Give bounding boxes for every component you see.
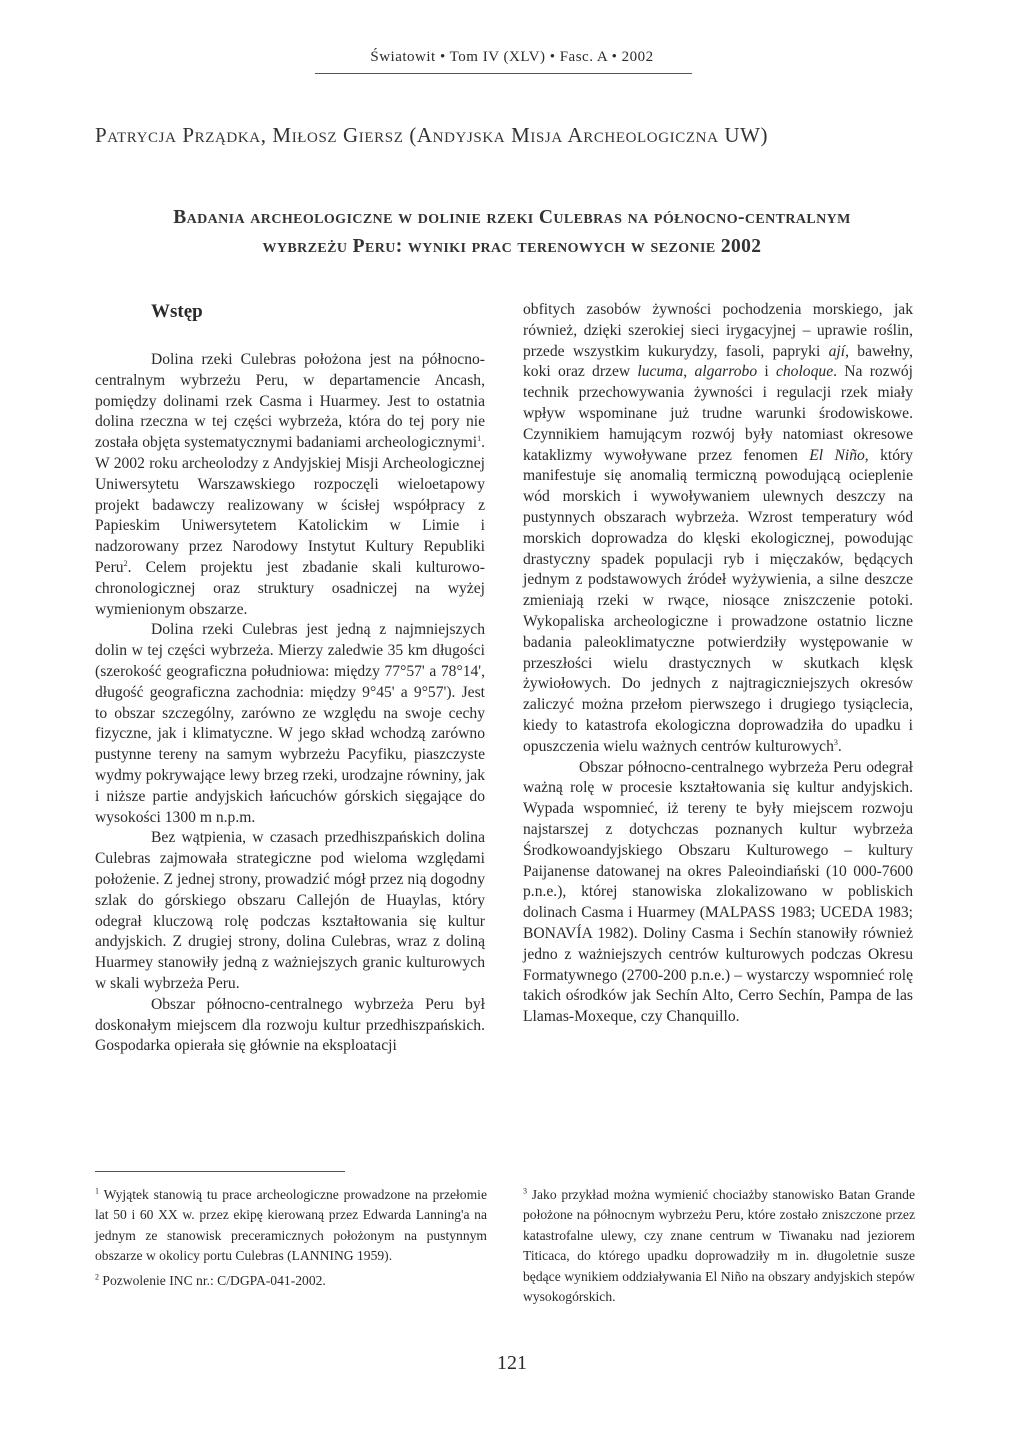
paragraph: Bez wątpienia, w czasach przedhiszpańskich dolina Culebras zajmowała strategiczne pod wieloma względami położenie. Z jednej strony, prowadzić mógł przez nią dogodny szlak do górskiego obszaru Callejón de Huaylas, który odegrał kluczową rolę podczas kształtowania się kultur andyjskich. Z drugiej strony, dolina Culebras, wraz z doliną Huarmey stanowiły jedną z ważniejszych granic kulturowych w skali wybrzeża Peru.	[95, 829, 485, 992]
paragraph	[95, 350, 485, 620]
text: , który manifestuje się anomalią termiczną powodującą ocieplenie wód morskich i wywoływaniem ulewnych deszczy na pustynnych obszarach wybrzeża. Wzrost temperatury wód morskich doprowadza do klęski ekologicznej, powodując drastyczny spadek populacji ryb i mięczaków, będących jednym z podstawowych źródeł wyżywienia, a silne deszcze zmieniają rzeki w rwące, niosące zniszczenie potoki. Wykopaliska archeologiczne i prowadzone ostatnio liczne badania paleoklimatyczne potwierdziły występowanie w przeszłości wielu drastycznych w skutkach klęsk żywiołowych. Do jednych z najtragiczniejszych okresów zaliczyć można przełom pierwszego i drugiego tysiąclecia, kiedy to katastrofa ekologiczna doprowadziła do upadku i opuszczenia wielu ważnych centrów kulturowych	[523, 446, 913, 755]
text: ,	[683, 363, 695, 381]
text: . Na rozwój technik przechowywania żywności i regulacji rzek miały wpływ wspominane już trudne warunki środowiskowe. Czynnikiem hamującym rozwój były natomiast okresowe kataklizmy wywoływane przez fenomen	[523, 363, 913, 464]
footnotes-right	[523, 1185, 915, 1311]
italic-term: lucuma	[637, 363, 684, 381]
footnote-ref[interactable]: 3	[833, 737, 838, 747]
italic-term: ají	[828, 342, 846, 360]
italic-term: choloque	[775, 363, 834, 381]
text: i	[757, 363, 776, 381]
footnote-text: Jako przykład można wymienić chociażby stanowisko Batan Grande położone na północnym wybrzeżu Peru, które zostało zniszczone przez katastrofalne ulewy, czy znane centrum w Tiwanaku nad jeziorem Titicaca, do którego upadku doprowadziły m in. długoletnie susze będące wynikiem oddziaływania El Niño na obszary andyjskich stepów wysokogórskich.	[523, 1187, 915, 1305]
paragraph: Obszar północno-centralnego wybrzeża Peru odegrał ważną rolę w procesie kształtowania się kultur andyjskich. Wypada wspomnieć, iż tereny te były miejscem rozwoju najstarszej z dotychczas poznanych kultur wybrzeża Środkowoandyjskiego Obszaru Kulturowego – kultury Paijanense datowanej na okres Paleoindiański (10 000-7600 p.n.e.), której stanowiska zlokalizowano w pobliskich dolinach Casma i Huarmey (MALPASS 1983; UCEDA 1983; BONAVÍA 1982). Doliny Casma i Sechín stanowiły również jedno z ważniejszych centrów kulturowych podczas Okresu Formatywnego (2700-200 p.n.e.) – wystarczy wspomnieć rolę takich ośrodków jak Sechín Alto, Cerro Sechín, Pampa de las Llamas-Moxeque, czy Chanquillo.	[523, 758, 913, 1026]
footnote-1	[95, 1185, 487, 1267]
italic-term: algarrobo	[694, 363, 758, 381]
paragraph: Obszar północno-centralnego wybrzeża Peru był doskonałym miejscem dla rozwoju kultur przedhiszpańskich. Gospodarka opierała się głównie na eksploatacji	[95, 995, 485, 1055]
title-line-2: wybrzeżu Peru: wyniki prac terenowych w sezonie 2002	[262, 236, 762, 257]
authors: Patrycja Prządka, Miłosz Giersz (Andyjska Misja Archeologiczna UW)	[95, 123, 769, 147]
paragraph: Dolina rzeki Culebras jest jedną z najmniejszych dolin w tej części wybrzeża. Mierzy zaledwie 35 km długości (szerokość geograficzna południowa: między 77°57' a 78°14', długość geograficzna zachodnia: między 9°45' a 9°57'). Jest to obszar szczególny, zarówno ze względu na swoje cechy fizyczne, jak i klimatyczne. W jego skład wchodzą zarówno pustynne tereny na samym wybrzeżu Pacyfiku, piaszczyste wydmy pokrywające lewy brzeg rzeki, urodzajne równiny, jak i niższe partie andyjskich łańcuchów górskich sięgające do wysokości 1300 m n.p.m.	[95, 621, 485, 826]
footnote-text: Pozwolenie INC nr.: C/DGPA-041-2002.	[99, 1272, 326, 1288]
right-column	[523, 300, 913, 1028]
title-line-1: Badania archeologiczne w dolinie rzeki Culebras na północno-centralnym	[173, 207, 851, 228]
section-title: Wstęp	[151, 301, 203, 322]
article-title	[60, 203, 964, 261]
text: obfitych zasobów żywności pochodzenia morskiego, jak również, dzięki szerokiej sieci irygacyjnej – uprawie roślin, przede wszystkim kukurydzy, fasoli, papryki	[523, 301, 913, 360]
footnote-text: Wyjątek stanowią tu prace archeologiczne prowadzone na przełomie lat 50 i 60 XX w. przez ekipę kierowaną przez Edwarda Lanning'a na jednym ze stanowisk preceramicznych położonym na pustynnym obszarze w okolicy portu Culebras (LANNING 1959).	[95, 1187, 487, 1264]
footnote-number: 2	[95, 1272, 99, 1282]
text: . W 2002 roku archeolodzy z Andyjskiej Misji Archeologicznej Uniwersytetu Warszawskiego rozpoczęli wieloetapowy projekt badawczy realizowany w ścisłej współpracy z Papieskim Uniwersytetem Katolickim w Limie i nadzorowany przez Narodowy Instytut Kultury Republiki Peru	[95, 434, 485, 576]
text: Dolina rzeki Culebras położona jest na północno-centralnym wybrzeżu Peru, w departamencie Ancash, pomiędzy dolinami rzek Casma i Huarmey. Jest to ostatnia dolina rzeczna w tej części wybrzeża, która do tej pory nie została objęta systematycznymi badaniami archeologicznymi	[95, 351, 485, 452]
italic-term: El Niño	[809, 446, 865, 464]
footnote-2	[95, 1271, 487, 1291]
paragraph	[523, 300, 913, 758]
left-column	[95, 300, 485, 1057]
footnote-rule	[95, 1171, 345, 1172]
footnote-number: 1	[95, 1186, 99, 1196]
footnote-3	[523, 1185, 915, 1307]
footnote-ref[interactable]: 2	[123, 558, 128, 568]
text: .	[837, 737, 842, 755]
footnote-number: 3	[523, 1186, 527, 1196]
running-head: Światowit • Tom IV (XLV) • Fasc. A • 2002	[370, 49, 654, 65]
page-number: 121	[497, 1352, 527, 1374]
text: , bawełny, koki oraz drzew	[523, 342, 913, 381]
footnotes-left	[95, 1185, 487, 1295]
header-rule	[315, 73, 692, 74]
footnote-ref[interactable]: 1	[477, 434, 482, 443]
text: . Celem projektu jest zbadanie skali kulturowo-chronologicznej oraz struktury osadniczej na wyżej wymienionym obszarze.	[95, 558, 485, 618]
